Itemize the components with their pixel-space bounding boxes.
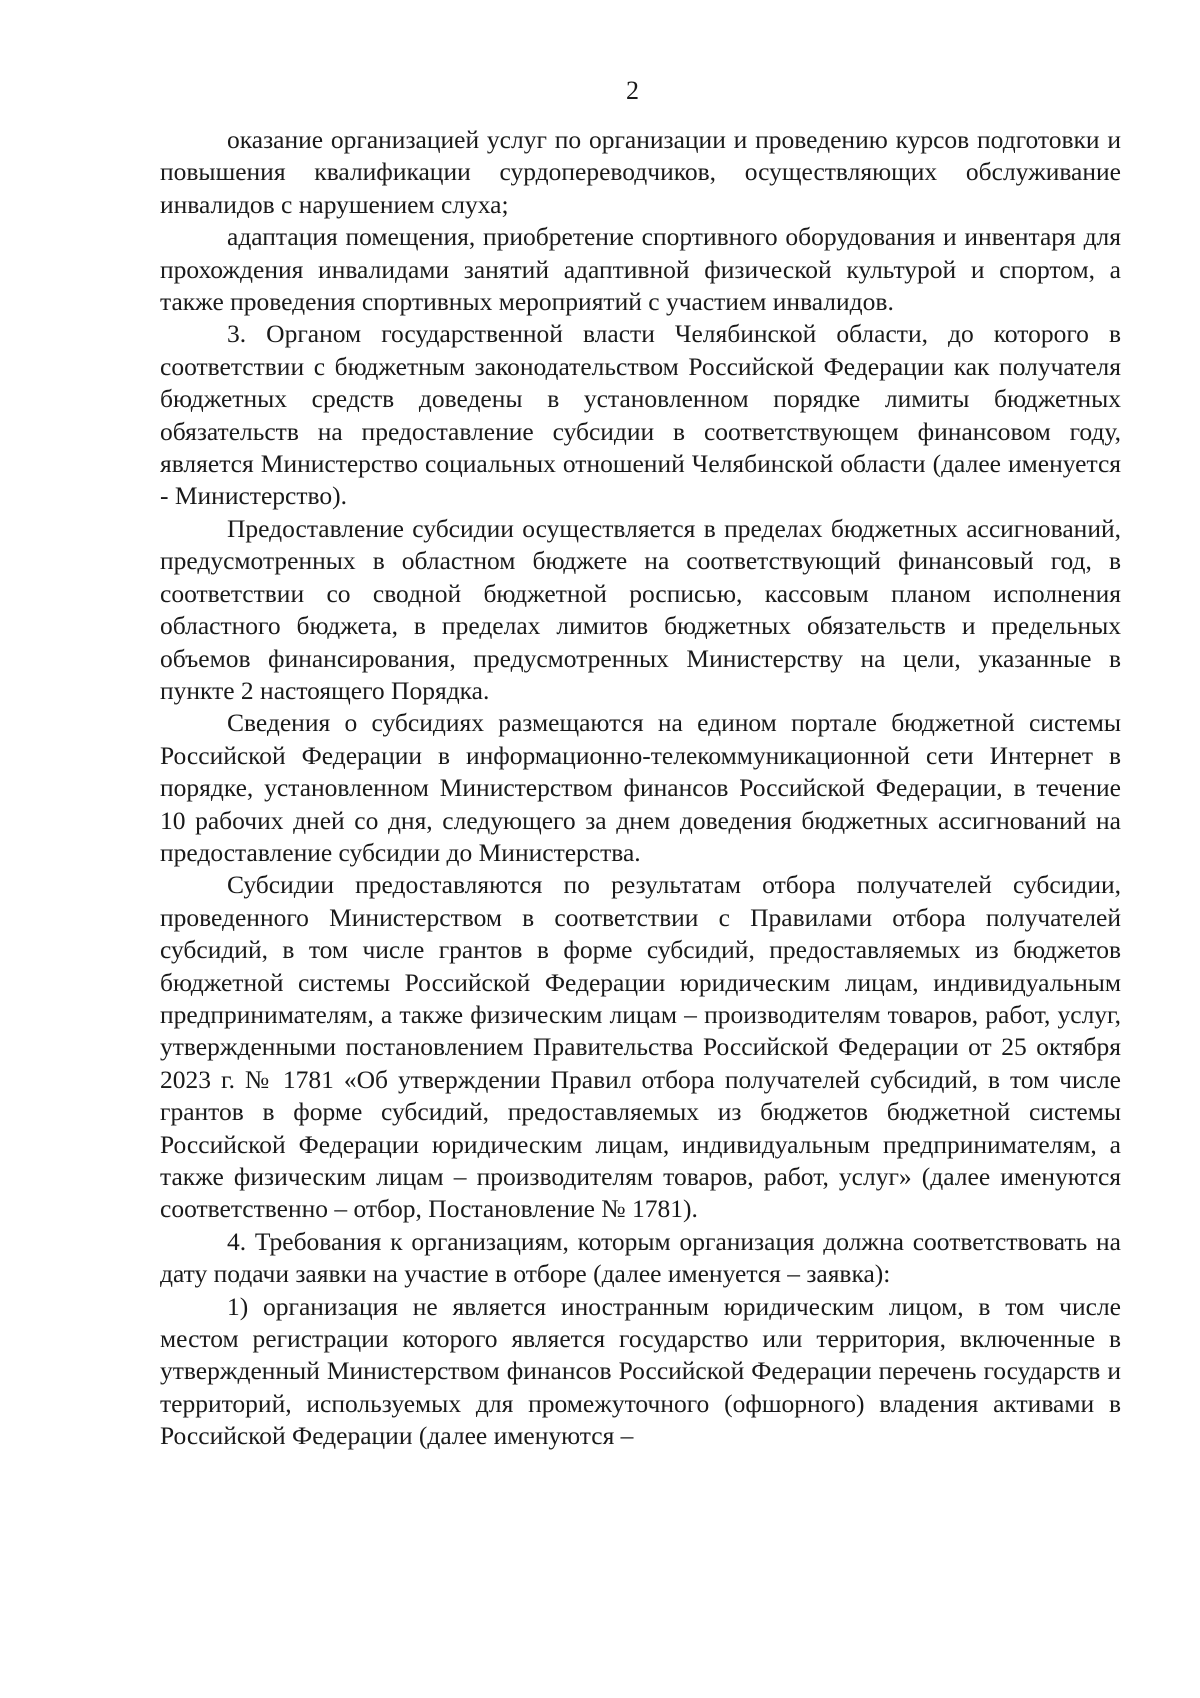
page-number: 2 [626,76,639,105]
paragraph-selection: Субсидии предоставляются по результатам отбора получателей субсидии, проведенного Министерством в соответствии с Правилами отбора получателей субсидий, в том числе грантов в форме субсидий, предоставляемых из бюджетов бюджетной системы Российской Федерации юридическим лицам, индивидуальным предпринимателям, а также физическим лицам – производителям товаров, работ, услуг, утвержденными постановлением Правительства Российской Федерации от 25 октября 2023 г. № 1781 «Об утверждении Правил отбора получателей субсидий, в том числе грантов в форме субсидий, предоставляемых из бюджетов бюджетной системы Российской Федерации юридическим лицам, индивидуальным предпринимателям, а также физическим лицам – производителям товаров, работ, услуг» (далее именуются соответственно – отбор, Постановление № 1781). [160,870,1121,1224]
paragraph-requirement-1: 1) организация не является иностранным юридическим лицом, в том числе местом регистрации которого является государство или территория, включенные в утвержденный Министерством финансов Российской Федерации перечень государств и территорий, используемых для промежуточного (офшорного) владения активами в Российской Федерации (далее именуются – [160,1291,1121,1451]
paragraph-adaptation: адаптация помещения, приобретение спортивного оборудования и инвентаря для прохождения инвалидами занятий адаптивной физической культурой и спортом, а также проведения спортивных мероприятий с участием инвалидов. [160,222,1121,317]
paragraph-item-4: 4. Требования к организациям, которым организация должна соответствовать на дату подачи заявки на участие в отборе (далее именуется – заявка): [160,1226,1121,1289]
paragraph-item-3: 3. Органом государственной власти Челябинской области, до которого в соответствии с бюджетным законодательством Российской Федерации как получателя бюджетных средств доведены в установленном порядке лимиты бюджетных обязательств на предоставление субсидии в соответствующем финансовом году, является Министерство социальных отношений Челябинской области (далее именуется - Министерство). [160,319,1121,511]
paragraph-subsidy-info: Сведения о субсидиях размещаются на едином портале бюджетной системы Российской Федерации в информационно-телекоммуникационной сети Интернет в порядке, установленном Министерством финансов Российской Федерации, в течение 10 рабочих дней со дня, следующего за днем доведения бюджетных ассигнований на предоставление субсидии до Министерства. [160,708,1121,867]
paragraph-subsidy-provision: Предоставление субсидии осуществляется в пределах бюджетных ассигнований, предусмотренных в областном бюджете на соответствующий финансовый год, в соответствии со сводной бюджетной росписью, кассовым планом исполнения областного бюджета, в пределах лимитов бюджетных обязательств и предельных объемов финансирования, предусмотренных Министерству на цели, указанные в пункте 2 настоящего Порядка. [160,513,1121,705]
paragraph-courses: оказание организацией услуг по организации и проведению курсов подготовки и повышения квалификации сурдопереводчиков, осуществляющих обслуживание инвалидов с нарушением слуха; [160,125,1121,219]
document-body [160,124,1121,1453]
